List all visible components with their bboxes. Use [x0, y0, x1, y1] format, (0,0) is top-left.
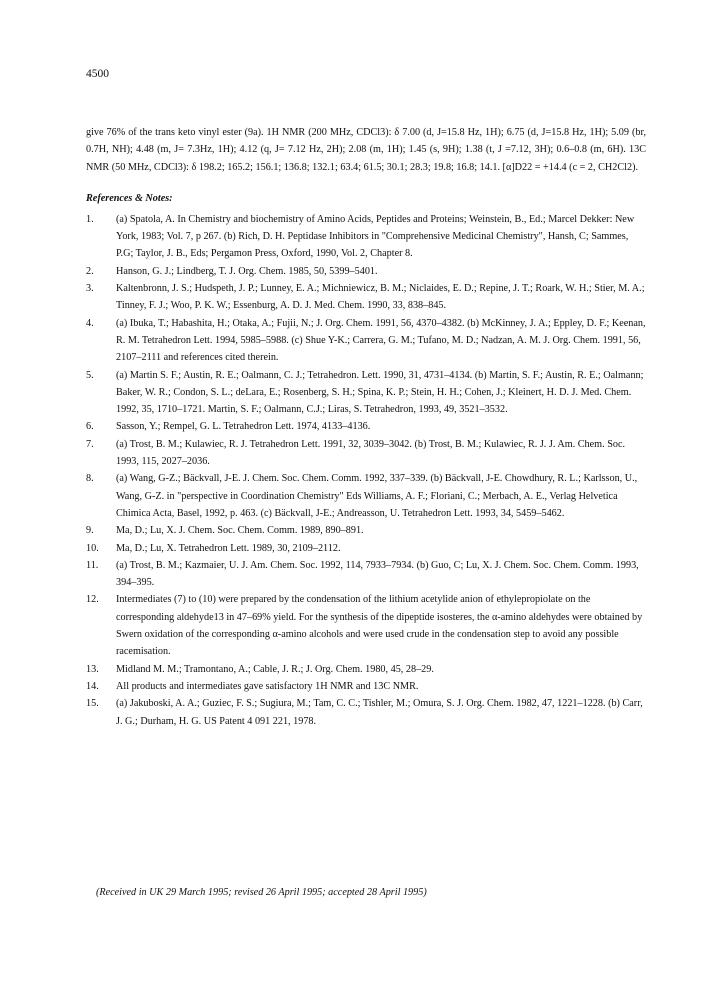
reference-number: 2.	[86, 265, 94, 277]
reference-item	[86, 263, 646, 280]
reference-text: Hanson, G. J.; Lindberg, T. J. Org. Chem. 1985, 50, 5399–5401.	[116, 265, 378, 277]
page-number: 4500	[86, 68, 109, 80]
reference-text: (a) Wang, G-Z.; Bäckvall, J-E. J. Chem. Soc. Chem. Comm. 1992, 337–339. (b) Bäckvall, J-E. Chowdhury, R. L.; Karlsson, U., Wang, G-Z. in "perspective in Coordination Chemistry" Eds Williams, A. F.; Floriani, C.; Merbach, A. E., Verlag Helvetica Chimica Acta, Basel, 1992, p. 463. (c) Bäckvall, J-E.; Andreasson, U. Tetrahedron Lett. 1993, 34, 5459–5462.	[116, 473, 638, 519]
reference-text: (a) Jakuboski, A. A.; Guziec, F. S.; Sugiura, M.; Tam, C. C.; Tishler, M.; Omura, S. J. Org. Chem. 1982, 47, 1221–1228. (b) Carr, J. G.; Durham, H. G. US Patent 4 091 221, 1978.	[116, 698, 643, 727]
reference-item	[86, 211, 646, 263]
references-list	[86, 211, 646, 730]
reference-item	[86, 661, 646, 678]
reference-text: (a) Trost, B. M.; Kulawiec, R. J. Tetrahedron Lett. 1991, 32, 3039–3042. (b) Trost, B. M.; Kulawiec, R. J. J. Am. Chem. Soc. 1993, 115, 2027–2036.	[116, 438, 626, 468]
reference-item	[86, 695, 646, 730]
reference-number: 6.	[86, 421, 94, 433]
reference-number: 11.	[86, 559, 99, 571]
reference-number: 9.	[86, 525, 94, 537]
reference-item	[86, 436, 646, 471]
reference-text: (a) Spatola, A. In Chemistry and biochemistry of Amino Acids, Peptides and Proteins; Weinstein, B., Ed.; Marcel Dekker: New York, 1983; Vol. 7, p 267. (b) Rich, D. H. Peptidase Inhibitors in "Comprehensive Medicinal Chemistry", Hansh, C; Sammes, P.G; Taylor, J. B., Eds; Pergamon Press, Oxford, 1990, Vol. 2, Chapter 8.	[116, 213, 635, 260]
reference-text: (a) Trost, B. M.; Kazmaier, U. J. Am. Chem. Soc. 1992, 114, 7933–7934. (b) Guo, C; Lu, X. J. Chem. Soc. Chem. Comm. 1993, 394–395.	[116, 559, 639, 589]
reference-item	[86, 315, 646, 367]
reference-number: 5.	[86, 369, 94, 381]
reference-number: 4.	[86, 317, 94, 329]
reference-text: Ma, D.; Lu, X. Tetrahedron Lett. 1989, 30, 2109–2112.	[116, 542, 341, 554]
reference-item	[86, 280, 646, 315]
experimental-paragraph: give 76% of the trans keto vinyl ester (9a). 1H NMR (200 MHz, CDCl3): δ 7.00 (d, J=15.8 Hz, 1H); 6.75 (d, J=15.8 Hz, 1H); 5.09 (br, 0.7H, NH); 4.48 (m, J= 7.3Hz, 1H); 4.12 (q, J= 7.12 Hz, 2H); 2.08 (m, 1H); 1.45 (s, 9H); 1.38 (t, J =7.12, 3H); 0.6–0.8 (m, 6H). 13C NMR (50 MHz, CDCl3): δ 198.2; 165.2; 156.1; 136.8; 132.1; 63.4; 61.5; 30.1; 28.3; 19.8; 16.8; 14.1. [α]D22 = +14.4 (c = 2, CH2Cl2).	[86, 127, 646, 173]
reference-text: Ma, D.; Lu, X. J. Chem. Soc. Chem. Comm. 1989, 890–891.	[116, 525, 364, 537]
reference-number: 14.	[86, 680, 99, 692]
reference-text: Midland M. M.; Tramontano, A.; Cable, J. R.; J. Org. Chem. 1980, 45, 28–29.	[116, 663, 434, 675]
reference-text: Sasson, Y.; Rempel, G. L. Tetrahedron Lett. 1974, 4133–4136.	[116, 421, 371, 433]
references-heading: References & Notes:	[86, 192, 173, 204]
reference-item	[86, 418, 646, 435]
reference-text: (a) Martin S. F.; Austin, R. E.; Oalmann, C. J.; Tetrahedron. Lett. 1990, 31, 4731–4134. (b) Martin, S. F.; Austin, R. E.; Oalmann; Baker, W. R.; Condon, S. L.; deLara, E.; Rosenberg, S. H.; Spina, K. P.; Stein, H. H.; Cohen, J.; Kleinert, H. D. J. Med. Chem. 1992, 35, 1710–1721. Martin, S. F.; Oalmann, C.J.; Liras, S. Tetrahedron, 1993, 49, 3521–3532.	[116, 369, 644, 416]
reference-item	[86, 591, 646, 660]
reference-item	[86, 557, 646, 592]
reference-item	[86, 470, 646, 522]
received-dates: (Received in UK 29 March 1995; revised 26 April 1995; accepted 28 April 1995)	[96, 887, 427, 898]
reference-number: 10.	[86, 542, 99, 554]
reference-text: All products and intermediates gave satisfactory 1H NMR and 13C NMR.	[116, 680, 419, 692]
reference-number: 1.	[86, 213, 94, 225]
reference-text: (a) Ibuka, T.; Habashita, H.; Otaka, A.; Fujii, N.; J. Org. Chem. 1991, 56, 4370–4382. (b) McKinney, J. A.; Eppley, D. F.; Keenan, R. M. Tetrahedron Lett. 1994, 5985–5988. (c) Shue Y-K.; Carrera, G. M.; Tufano, M. D.; Nadzan, A. M. J. Org. Chem. 1991, 56, 2107–2111 and references cited therein.	[116, 317, 646, 364]
reference-number: 8.	[86, 473, 94, 485]
reference-text: Kaltenbronn, J. S.; Hudspeth, J. P.; Lunney, E. A.; Michniewicz, B. M.; Niclaides, E. D.; Repine, J. T.; Roark, W. H.; Stier, M. A.; Tinney, F. J.; Woo, P. K. W.; Essenburg, A. D. J. Med. Chem. 1990, 33, 838–845.	[116, 283, 645, 312]
reference-number: 15.	[86, 698, 99, 710]
reference-text: Intermediates (7) to (10) were prepared by the condensation of the lithium acetylide anion of ethylepropiolate on the corresponding aldehyde13 in 47–69% yield. For the synthesis of the dipeptide isosteres, the α-amino aldehydes were obtained by Swern oxidation of the corresponding α-amino alcohols and were used crude in the condensation step to avoid any possible racemisation.	[116, 594, 643, 658]
reference-item	[86, 540, 646, 557]
reference-number: 3.	[86, 283, 94, 295]
reference-item	[86, 367, 646, 419]
reference-item	[86, 678, 646, 695]
reference-number: 13.	[86, 663, 99, 675]
reference-number: 7.	[86, 438, 94, 450]
reference-number: 12.	[86, 594, 99, 606]
article-body	[86, 124, 646, 730]
reference-item	[86, 522, 646, 539]
